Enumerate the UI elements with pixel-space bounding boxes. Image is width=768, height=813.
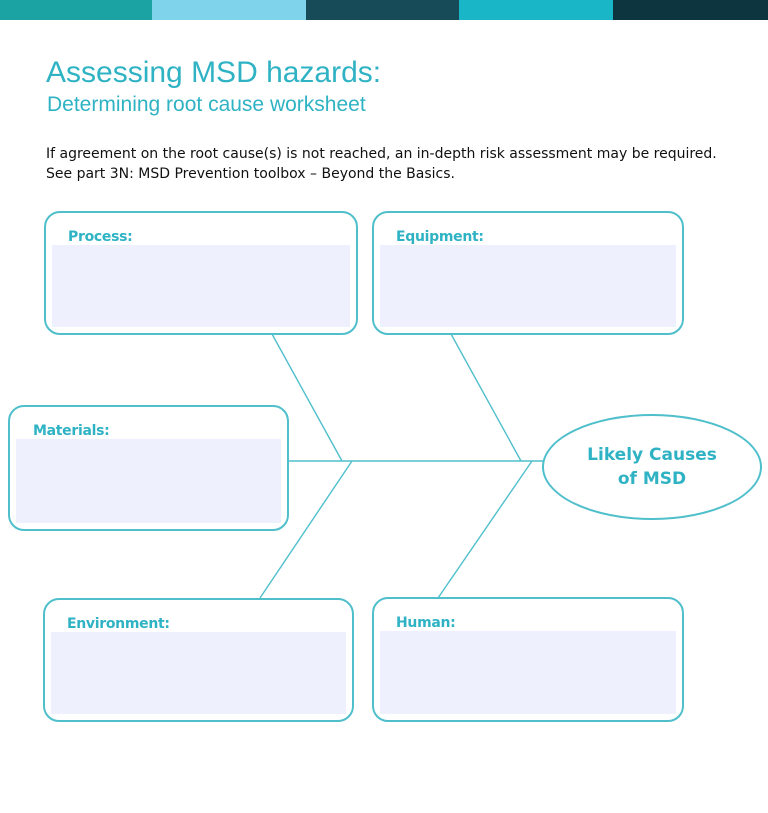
materials-input-area[interactable]: [16, 439, 281, 523]
environment-input-area[interactable]: [51, 632, 346, 714]
likely-causes-ellipse: [542, 414, 762, 520]
process-label: Process:: [68, 229, 133, 245]
materials-label: Materials:: [33, 423, 110, 439]
equipment-branch-line: [451, 334, 521, 461]
process-input-area[interactable]: [52, 245, 350, 327]
process-box: [44, 211, 358, 335]
page-subtitle: Determining root cause worksheet: [47, 93, 366, 116]
materials-box: [8, 405, 289, 531]
equipment-input-area[interactable]: [380, 245, 676, 327]
human-box: [372, 597, 684, 722]
human-branch-line: [438, 461, 532, 598]
human-input-area[interactable]: [380, 631, 676, 714]
page-title: Assessing MSD hazards:: [46, 56, 382, 89]
environment-label: Environment:: [67, 616, 170, 632]
equipment-label: Equipment:: [396, 229, 484, 245]
likely-causes-label: Likely Causes of MSD: [587, 445, 717, 489]
equipment-box: [372, 211, 684, 335]
environment-box: [43, 598, 354, 722]
intro-text: If agreement on the root cause(s) is not reached, an in-depth risk assessment may be required. See part 3N: MSD Prevention toolbox – Beyond the Basics.: [46, 146, 717, 182]
human-label: Human:: [396, 615, 456, 631]
